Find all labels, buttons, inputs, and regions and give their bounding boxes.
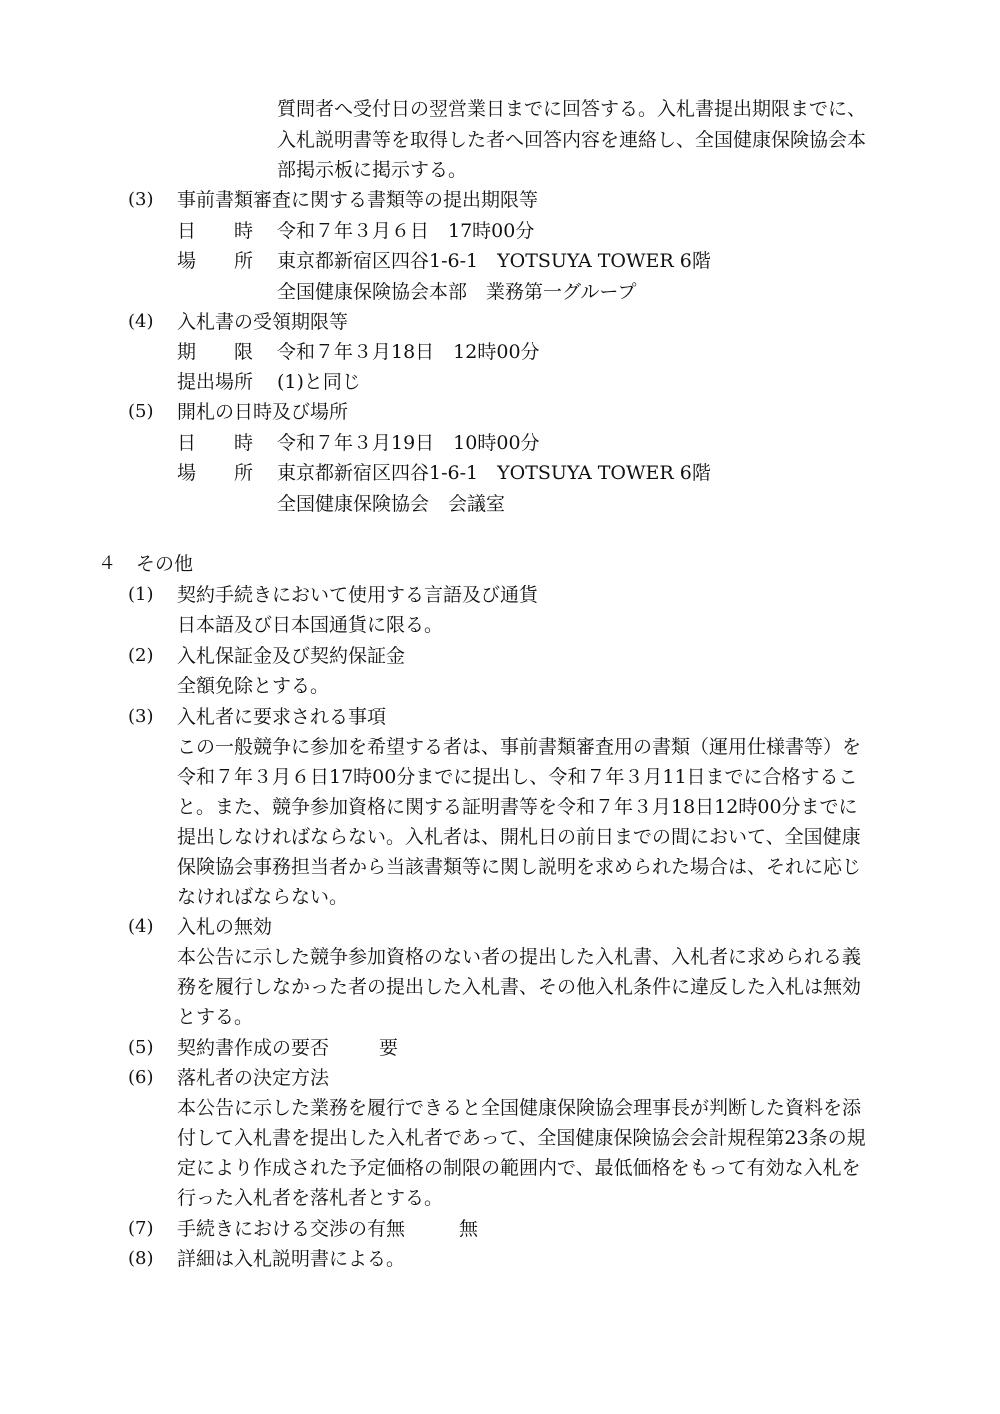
field-value: 全国健康保険協会本部 業務第一グループ xyxy=(277,281,637,303)
section-heading: 入札書の受領期限等 xyxy=(177,311,349,333)
field-value: 令和７年３月18日 12時00分 xyxy=(277,341,540,363)
item-body: なければならない。 xyxy=(177,886,349,908)
item-body: 保険協会事務担当者から当該書類等に関し説明を求められた場合は、それに応じ xyxy=(177,856,862,878)
item-body: 務を履行しなかった者の提出した入札書、その他入札条件に違反した入札は無効 xyxy=(177,976,862,998)
intro-line-2: 入札説明書等を取得した者へ回答内容を連絡し、全国健康保険協会本 xyxy=(277,129,867,151)
field-value: 東京都新宿区四谷1-6-1 YOTSUYA TOWER 6階 xyxy=(277,462,711,484)
item-body: この一般競争に参加を希望する者は、事前書類審査用の書類（運用仕様書等）を xyxy=(177,736,862,758)
item-heading: 落札者の決定方法 xyxy=(177,1067,330,1089)
item-number: (5) xyxy=(128,401,154,422)
item-heading: 詳細は入札説明書による。 xyxy=(177,1248,406,1270)
item-body: と。また、競争参加資格に関する証明書等を令和７年３月18日12時00分までに xyxy=(177,796,858,818)
item-number: (7) xyxy=(128,1218,154,1239)
item-body: とする。 xyxy=(177,1006,254,1028)
section-heading: 開札の日時及び場所 xyxy=(177,401,349,423)
item-heading: 契約手続きにおいて使用する言語及び通貨 xyxy=(177,584,539,606)
field-label: 場 所 xyxy=(177,462,254,484)
field-value: (1)と同じ xyxy=(277,371,361,393)
item-body: 本公告に示した競争参加資格のない者の提出した入札書、入札者に求められる義 xyxy=(177,946,862,968)
item-body: 日本語及び日本国通貨に限る。 xyxy=(177,614,444,636)
item-heading: 入札保証金及び契約保証金 xyxy=(177,645,406,667)
item-value: 要 xyxy=(379,1037,399,1059)
item-number: (3) xyxy=(128,189,154,210)
item-number: (3) xyxy=(128,706,154,727)
item-number: (4) xyxy=(128,916,154,937)
item-heading: 手続きにおける交渉の有無 xyxy=(177,1218,406,1240)
item-body: 全額免除とする。 xyxy=(177,675,330,697)
item-heading: 入札者に要求される事項 xyxy=(177,706,387,728)
item-value: 無 xyxy=(459,1218,479,1240)
intro-line-1: 質問者へ受付日の翌営業日までに回答する。入札書提出期限までに、 xyxy=(277,98,867,120)
item-body: 行った入札者を落札者とする。 xyxy=(177,1187,444,1209)
item-number: (1) xyxy=(128,584,154,605)
item-body: 提出しなければならない。入札者は、開札日の前日までの間において、全国健康 xyxy=(177,826,861,848)
item-number: (2) xyxy=(128,645,154,666)
item-body: 定により作成された予定価格の制限の範囲内で、最低価格をもって有効な入札を xyxy=(177,1157,861,1179)
field-label: 場 所 xyxy=(177,250,254,272)
field-label: 日 時 xyxy=(177,220,254,242)
item-body: 令和７年３月６日17時00分までに提出し、令和７年３月11日までに合格するこ xyxy=(177,766,858,788)
field-label: 期 限 xyxy=(177,341,254,363)
item-heading: 契約書作成の要否 xyxy=(177,1037,330,1059)
intro-line-3: 部掲示板に掲示する。 xyxy=(277,159,468,181)
field-value: 東京都新宿区四谷1-6-1 YOTSUYA TOWER 6階 xyxy=(277,250,711,272)
section-number: ４ xyxy=(98,553,116,574)
field-value: 令和７年３月６日 17時00分 xyxy=(277,220,535,242)
item-body: 本公告に示した業務を履行できると全国健康保険協会理事長が判断した資料を添 xyxy=(177,1097,862,1119)
field-value: 全国健康保険協会 会議室 xyxy=(277,493,506,515)
field-label: 日 時 xyxy=(177,432,254,454)
item-heading: 入札の無効 xyxy=(177,916,273,938)
item-body: 付して入札書を提出した入札者であって、全国健康保険協会会計規程第23条の規 xyxy=(177,1127,866,1149)
field-value: 令和７年３月19日 10時00分 xyxy=(277,432,540,454)
field-label: 提出場所 xyxy=(177,371,254,393)
item-number: (4) xyxy=(128,311,154,332)
item-number: (5) xyxy=(128,1037,154,1058)
section-title: その他 xyxy=(136,553,194,575)
item-number: (8) xyxy=(128,1248,154,1269)
section-heading: 事前書類審査に関する書類等の提出期限等 xyxy=(177,189,539,211)
item-number: (6) xyxy=(128,1067,154,1088)
